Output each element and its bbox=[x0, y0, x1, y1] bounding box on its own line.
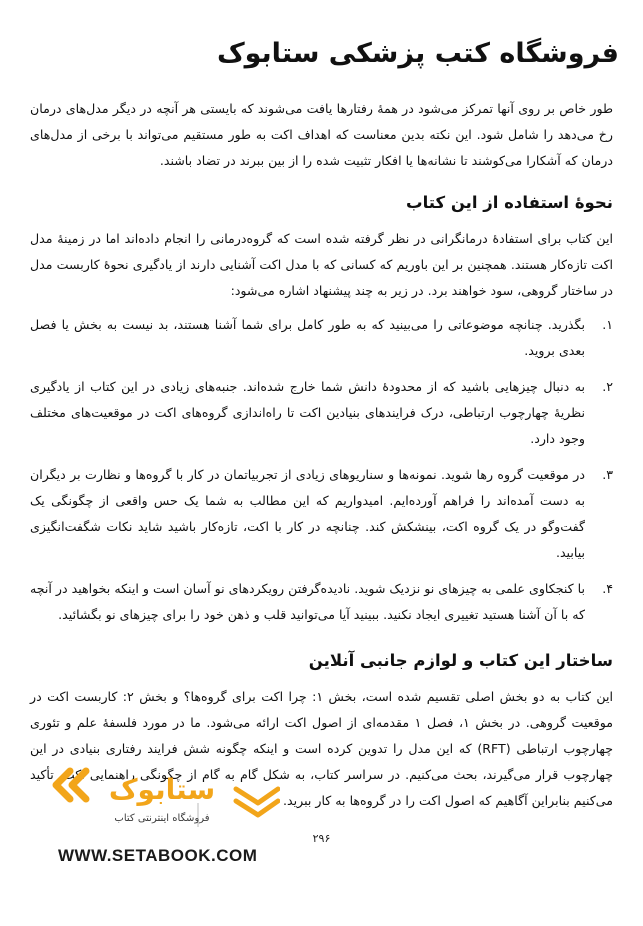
logo-tagline: فروشگاه اینترنتی کتاب bbox=[114, 813, 210, 824]
double-chevron-icon bbox=[56, 771, 86, 799]
list-item-text: به دنبال چیزهایی باشید که از محدودهٔ دانش شما خارج شده‌اند. جنبه‌های زیادی در این کتاب از یادگیری نظریهٔ چهارچوب ارتباطی، درک فرایندهای بنیادین اکت تا راه‌اندازی گروه‌های اکت در موقعیت‌های مختلف وجود دارد. bbox=[30, 379, 585, 446]
watermark-url: WWW.SETABOOK.COM bbox=[58, 846, 258, 865]
list-item-number: ۲. bbox=[602, 379, 613, 394]
book-icon bbox=[236, 789, 278, 815]
list-item bbox=[30, 374, 613, 452]
list-item bbox=[30, 312, 613, 364]
logo-word: ستابوک bbox=[108, 773, 216, 806]
list-item bbox=[30, 576, 613, 628]
intro-paragraph: طور خاص بر روی آنها تمرکز می‌شود در همهٔ رفتارها یافت می‌شوند که بایستی هر آنچه در دیگر مدل‌های درمان رخ می‌دهد را شامل شود. این نکته بدین معناست که اهداف اکت به طور مستقیم می‌تواند با برخی از مدل‌های درمان که آشکارا می‌کوشند تا نشانه‌ها یا افکار تثبیت شده را از بین ببرند در تضاد باشند. bbox=[30, 101, 613, 168]
section-paragraph-structure: این کتاب به دو بخش اصلی تقسیم شده است، بخش ۱: چرا اکت برای گروه‌ها؟ و بخش ۲: کاربست اکت در موقعیت گروهی. در بخش ۱، فصل ۱ مقدمه‌ای از اصول اکت ارائه می‌شود. ما در مورد فلسفهٔ علم و تئوری چهارچوب ارتباطی (RFT) که این مدل را تدوین کرده است و اینکه چگونه شش فرایند رفتاری بنیادی در این چهارچوب قرار می‌گیرند، بحث می‌کنیم. در سراسر کتاب، به شکل گام به گام از چگونگی راهنمایی اکت، تأکید می‌کنیم بنابراین آگاهیم که اصول اکت را در گروه‌ها به کار ببرید. bbox=[30, 689, 614, 808]
list-item-number: ۴. bbox=[602, 581, 613, 596]
page-number: ۲۹۶ bbox=[312, 832, 331, 845]
section-heading-structure: ساختار این کتاب و لوازم جانبی آنلاین bbox=[308, 651, 613, 670]
section-paragraph-how-to-use: این کتاب برای استفادهٔ درمانگرانی در نظر گرفته شده است که گروه‌درمانی را انجام داده‌اند اما در زمینهٔ مدل اکت تازه‌کار هستند. همچنین بر این باوریم که کسانی که با مدل اکت آشنایی دارند از یادگیری نحوهٔ کاربست مدل در ساختار گروهی، سود خواهند برد. در زیر به چند پیشنهاد اشاره می‌شود: bbox=[30, 231, 613, 298]
section-heading-how-to-use: نحوهٔ استفاده از این کتاب bbox=[405, 193, 613, 212]
list-item-number: ۱. bbox=[602, 317, 613, 332]
list-item-text: در موقعیت گروه رها شوید. نمونه‌ها و سناریوهای زیادی از تجربیاتمان در کار با گروه‌ها و نظارت بر دیگران به دست آمده‌اند را فراهم آورده‌ایم. امیدواریم که این مطالب به شما یک حس واقعی از چگونگی یک گفت‌وگو در یک گروه اکت، بینشکش کند. چنانچه در کار با اکت، تازه‌کار باشید شاید نکات شگفت‌انگیزی بیابید. bbox=[30, 467, 585, 560]
list-item bbox=[30, 462, 613, 566]
suggestion-list bbox=[30, 312, 613, 628]
list-item-text: با کنجکاوی علمی به چیزهای نو نزدیک شوید. نادیده‌گرفتن رویکردهای نو آسان است و اینکه بخواهید در آنچه که با آن آشنا هستید تغییری ایجاد نکنید. ببینید آیا می‌توانید قلب و ذهن خود را برای چیزهای نو بگشائید. bbox=[30, 581, 585, 622]
page-title: فروشگاه کتب پزشکی ستابوک bbox=[216, 38, 619, 69]
list-item-number: ۳. bbox=[602, 467, 613, 482]
page-content bbox=[30, 96, 613, 814]
setabook-logo bbox=[50, 763, 280, 831]
list-item-text: بگذرید. چنانچه موضوعاتی را می‌بینید که به طور کامل برای شما آشنا هستند، بد نیست به بخش یا فصل بعدی بروید. bbox=[30, 317, 585, 358]
